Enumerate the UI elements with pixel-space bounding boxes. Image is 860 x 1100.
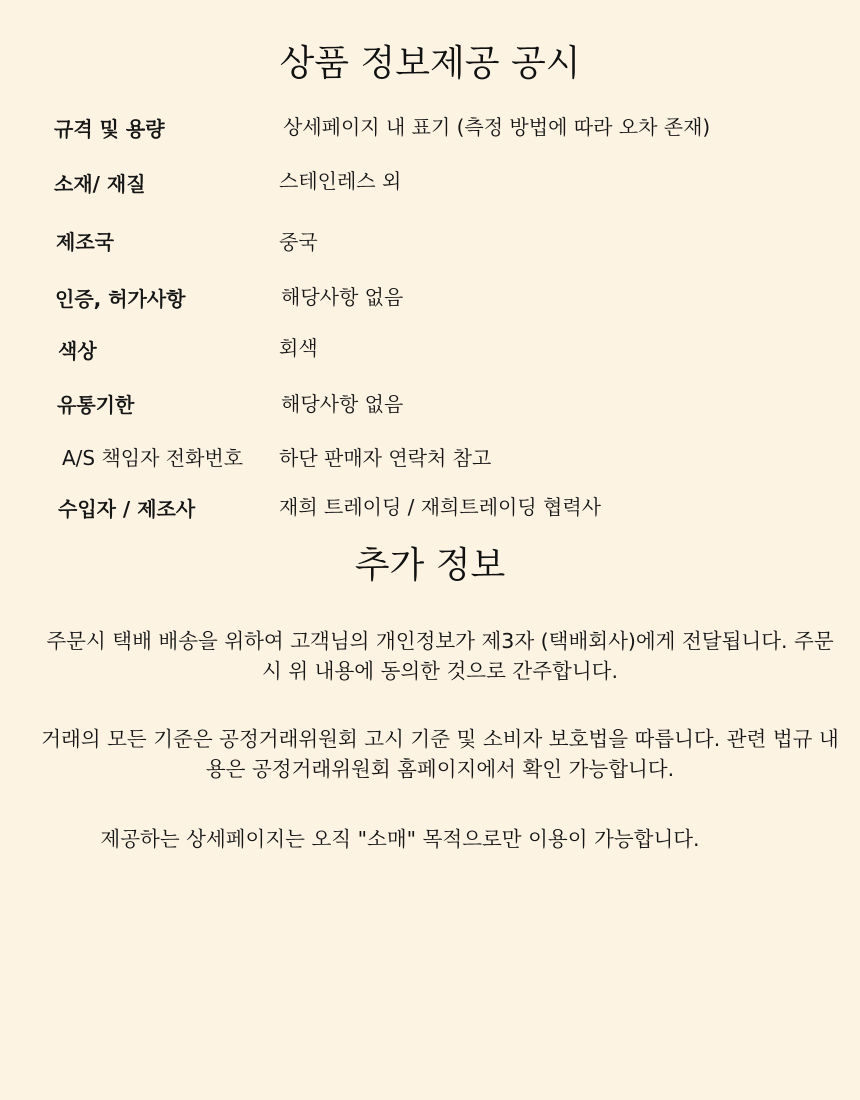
notice-paragraph: 거래의 모든 기준은 공정거래위원회 고시 기준 및 소비자 보호법을 따릅니다. 관련 법규 내용은 공정거래위원회 홈페이지에서 확인 가능합니다. [41, 727, 839, 781]
spec-label: 유통기한 [57, 393, 135, 417]
page-title: 상품 정보제공 공시 [279, 43, 581, 84]
spec-value: 하단 판매자 연락처 참고 [279, 446, 492, 470]
spec-label: 제조국 [56, 230, 114, 254]
spec-value: 회색 [279, 336, 318, 360]
spec-value: 재희 트레이딩 / 재희트레이딩 협력사 [279, 495, 601, 519]
spec-row-color [0, 336, 860, 366]
section-title: 추가 정보 [354, 545, 506, 586]
spec-value: 상세페이지 내 표기 (측정 방법에 따라 오차 존재) [283, 115, 711, 139]
spec-value: 해당사항 없음 [281, 392, 404, 416]
notice-paragraph: 제공하는 상세페이지는 오직 "소매" 목적으로만 이용이 가능합니다. [100, 827, 700, 851]
spec-row-origin [0, 227, 860, 257]
spec-value: 해당사항 없음 [281, 285, 404, 309]
spec-row-manufacturer [0, 494, 860, 524]
spec-label: 색상 [58, 339, 97, 363]
spec-value: 중국 [279, 230, 318, 254]
spec-label: 수입자 / 제조사 [58, 497, 196, 521]
spec-row-as-contact [0, 443, 860, 473]
notice-paragraph: 주문시 택배 배송을 위하여 고객님의 개인정보가 제3자 (택배회사)에게 전달됩니다. 주문 시 위 내용에 동의한 것으로 간주합니다. [46, 629, 834, 683]
spec-row-expiry [0, 390, 860, 420]
spec-label: A/S 책임자 전화번호 [62, 446, 244, 470]
spec-label: 소재/ 재질 [54, 172, 146, 196]
spec-label: 인증, 허가사항 [55, 287, 186, 311]
spec-row-material [0, 169, 860, 199]
spec-value: 스테인레스 외 [279, 169, 402, 193]
spec-row-certification [0, 284, 860, 314]
spec-label: 규격 및 용량 [54, 117, 165, 141]
spec-row-size [0, 114, 860, 144]
